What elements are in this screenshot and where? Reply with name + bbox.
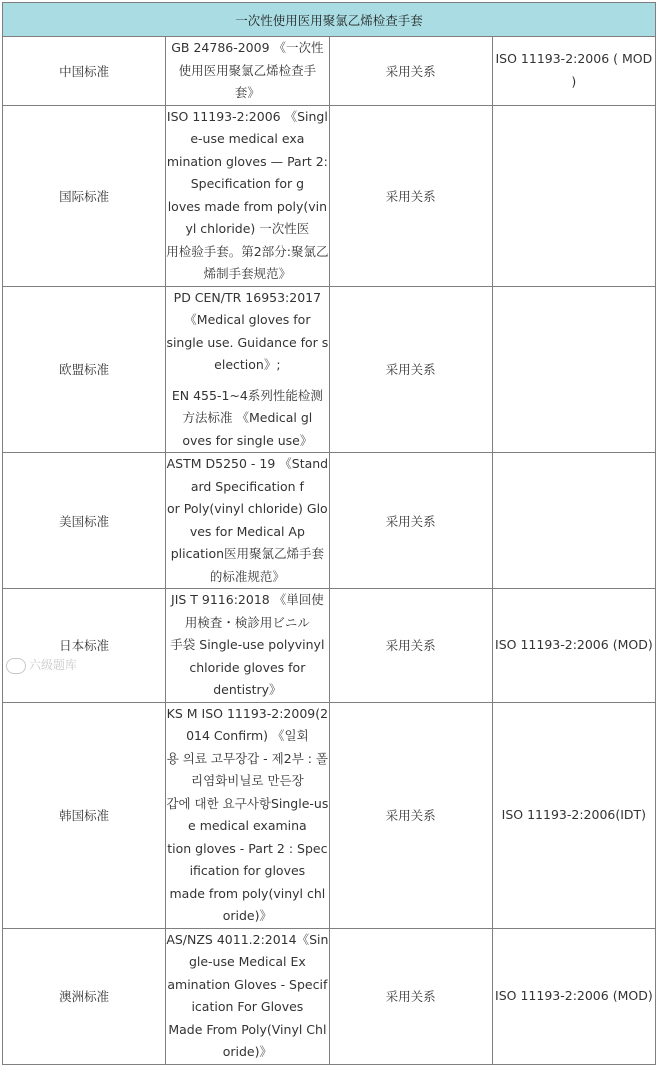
relation-cell: 采用关系	[329, 286, 492, 453]
table-header-row	[3, 3, 656, 37]
standard-description: JIS T 9116:2018 《単回使用検査・検診用ビニル 手袋 Single-use polyvinyl chloride gloves for dentistry》	[166, 589, 329, 703]
category-cell: 欧盟标准	[3, 286, 166, 453]
watermark-logo-icon	[6, 658, 26, 674]
standard-description: AS/NZS 4011.2:2014《Single-use Medical Ex amination Gloves - Specification For Gloves Made From Poly(Vinyl Chloride)》	[166, 928, 329, 1064]
table-title: 一次性使用医用聚氯乙烯检查手套	[3, 3, 656, 37]
watermark-text: 六级题库	[29, 658, 78, 672]
standards-table	[2, 2, 656, 1065]
category-cell: 中国标准	[3, 37, 166, 106]
international-reference	[492, 105, 655, 286]
standard-description: GB 24786-2009 《一次性使用医用聚氯乙烯检查手 套》	[166, 37, 329, 106]
table-row	[3, 453, 656, 589]
category-cell: 美国标准	[3, 453, 166, 589]
standard-description: ASTM D5250 - 19 《Standard Specification f or Poly(vinyl chloride) Gloves for Medical Ap plication医用聚氯乙烯手套的标准规范》	[166, 453, 329, 589]
international-reference: ISO 11193-2:2006 (MOD)	[492, 928, 655, 1064]
category-cell: 韩国标准	[3, 702, 166, 928]
standard-description: KS M ISO 11193-2:2009(2014 Confirm) 《일회 용 의료 고무장갑 - 제2부 : 폴리염화비닐로 만든장 갑에 대한 요구사항Single-use medical examina tion gloves - Part 2 : Specification for gloves made from poly(vinyl chloride)》	[166, 702, 329, 928]
relation-cell: 采用关系	[329, 702, 492, 928]
category-cell: 澳洲标准	[3, 928, 166, 1064]
table-row	[3, 928, 656, 1064]
category-cell: 国际标准	[3, 105, 166, 286]
international-reference	[492, 286, 655, 453]
international-reference	[492, 453, 655, 589]
table-row	[3, 105, 656, 286]
international-reference: ISO 11193-2:2006 (MOD)	[492, 589, 655, 703]
international-reference: ISO 11193-2:2006(IDT)	[492, 702, 655, 928]
table-row	[3, 702, 656, 928]
international-reference: ISO 11193-2:2006 ( MOD )	[492, 37, 655, 106]
relation-cell: 采用关系	[329, 589, 492, 703]
table-row	[3, 37, 656, 106]
table-row	[3, 286, 656, 453]
relation-cell: 采用关系	[329, 105, 492, 286]
table-row	[3, 589, 656, 703]
watermark	[6, 656, 77, 674]
relation-cell: 采用关系	[329, 37, 492, 106]
category-cell: 日本标准	[3, 589, 166, 703]
standard-description: ISO 11193-2:2006 《Single-use medical exa mination gloves — Part 2: Specification for g loves made from poly(vinyl chloride) 一次性医 用检验手套。第2部分:聚氯乙烯制手套规范》	[166, 105, 329, 286]
standard-description: PD CEN/TR 16953:2017《Medical gloves for single use. Guidance for selection》; EN 455-1~4系列性能检测方法标准 《Medical gl oves for single use》	[166, 286, 329, 453]
relation-cell: 采用关系	[329, 453, 492, 589]
relation-cell: 采用关系	[329, 928, 492, 1064]
